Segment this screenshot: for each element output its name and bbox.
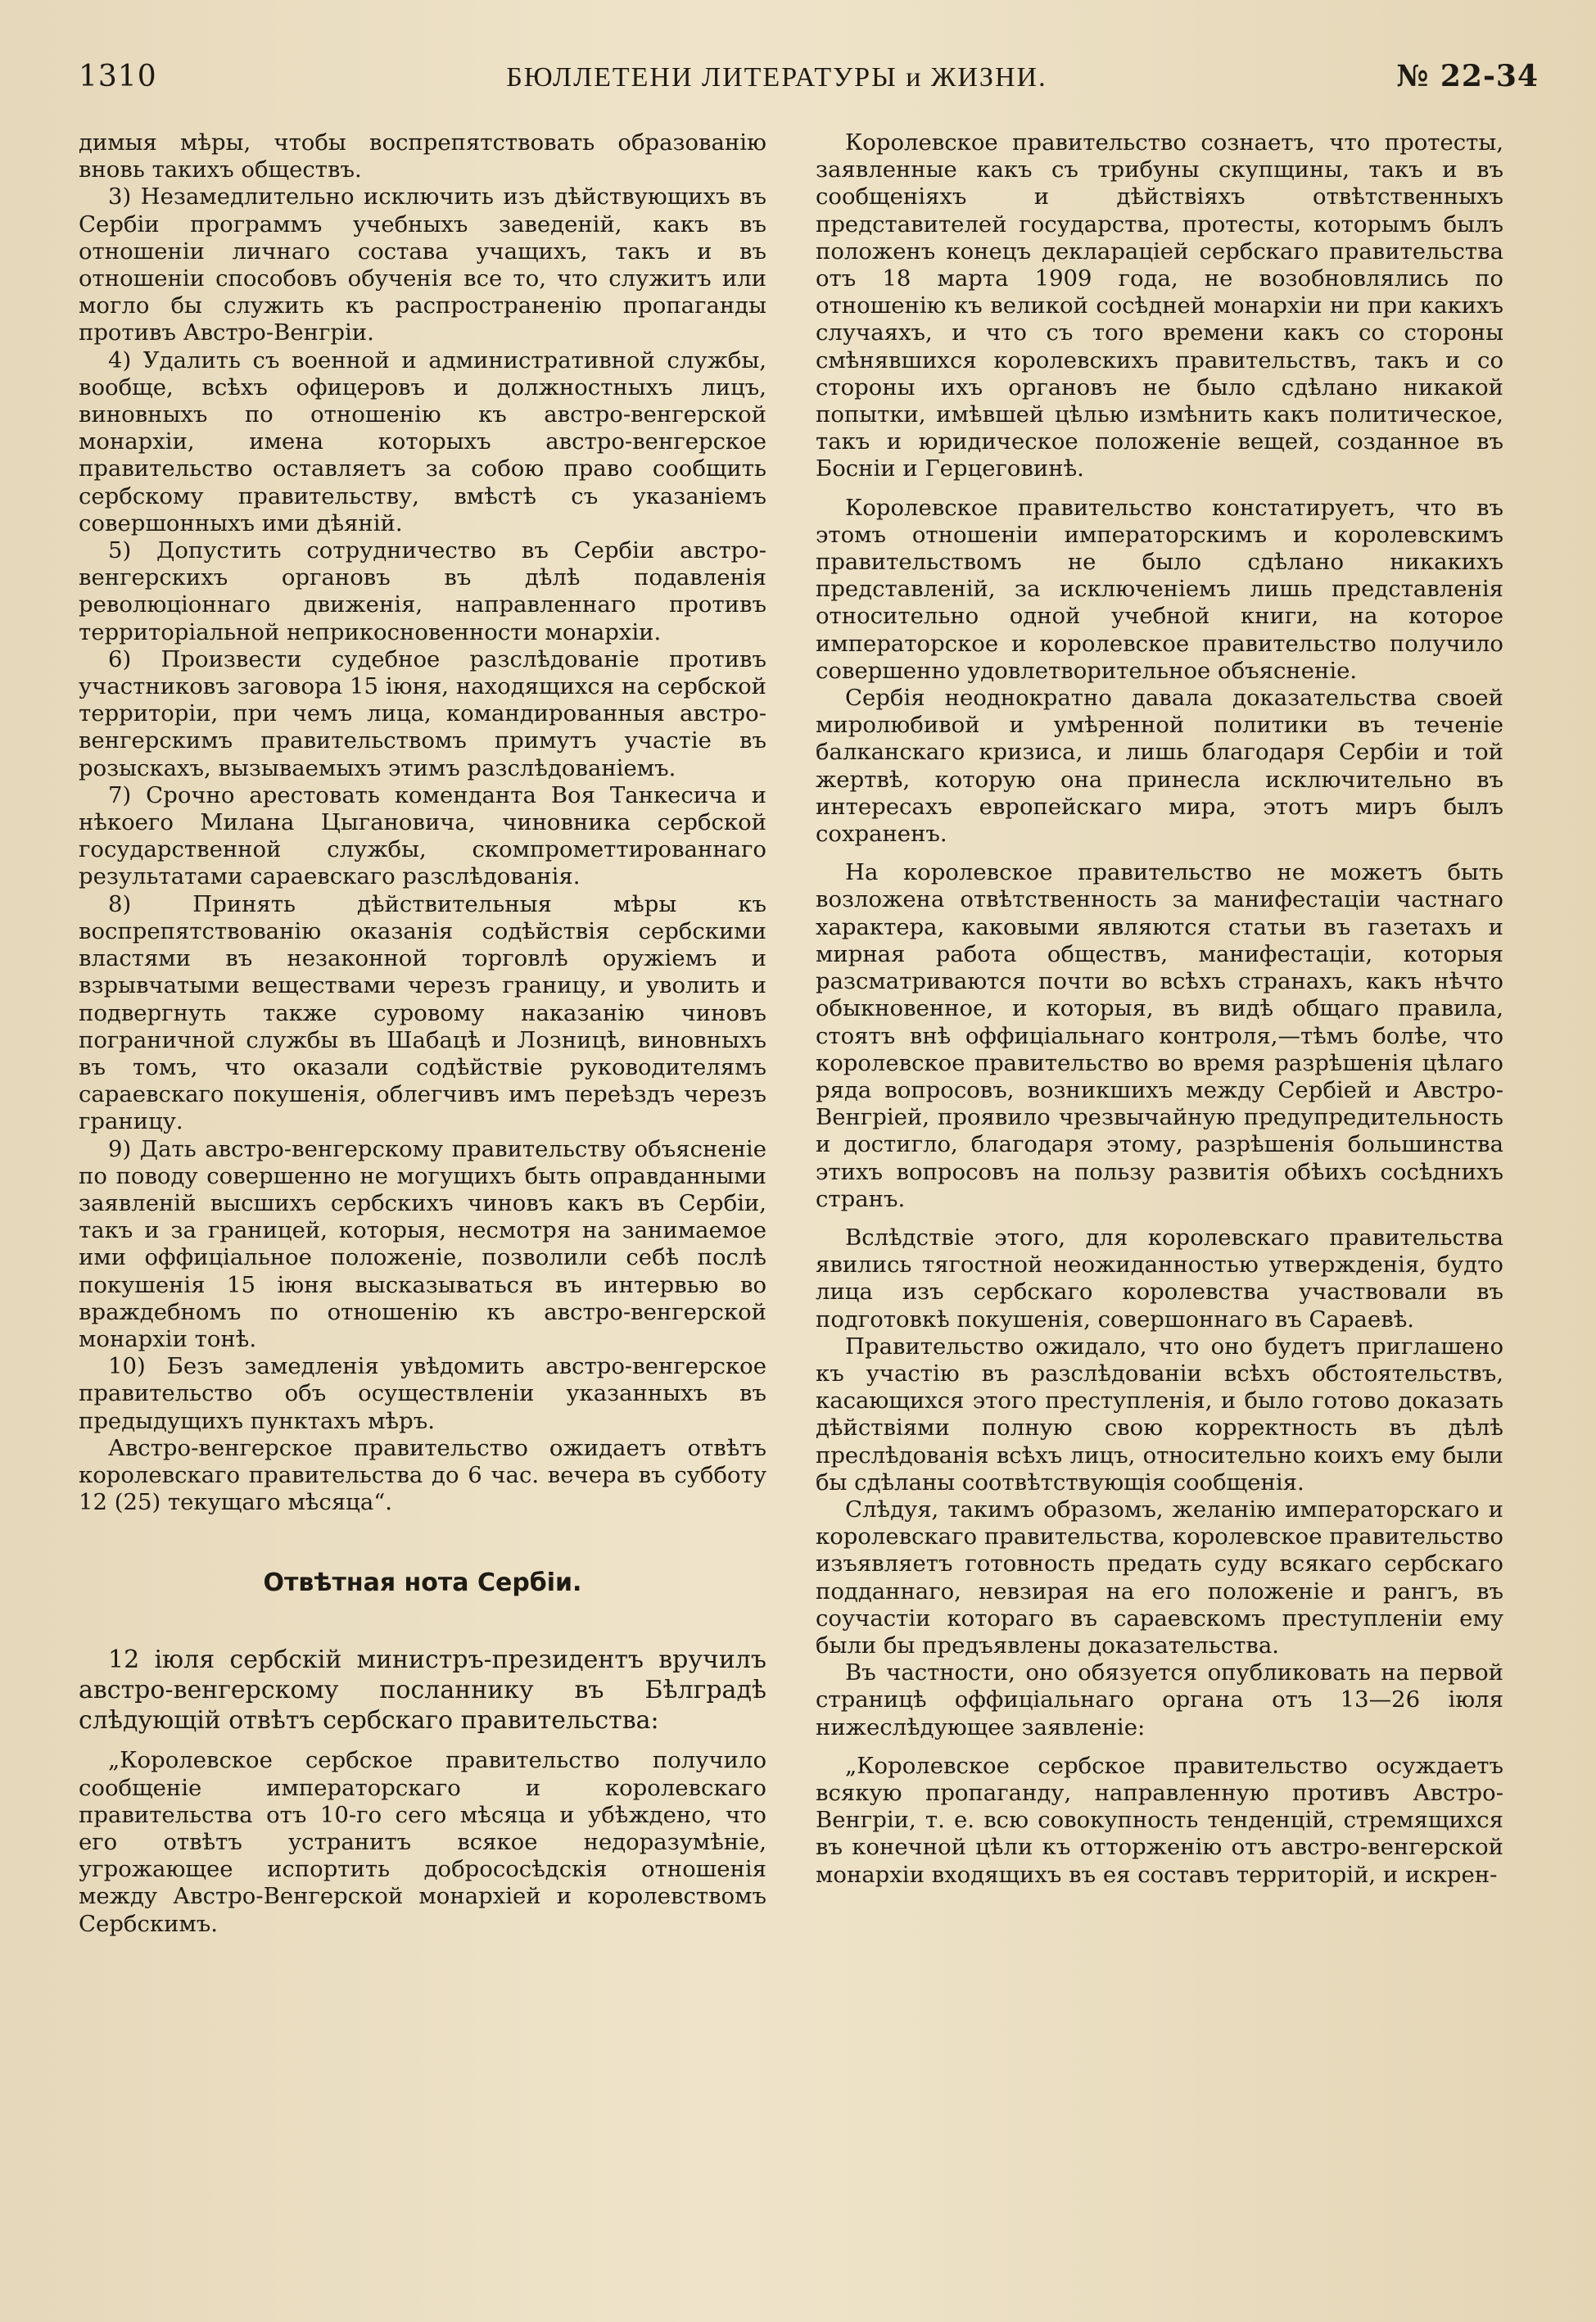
paragraph: Слѣдуя, такимъ образомъ, желанію императорскаго и королевскаго правительства, королевское правительство изъявляетъ готовность предать суду всякаго сербскаго подданнаго, невзирая на его положеніе и рангъ, въ соучастіи котораго въ сараевскомъ преступленіи ему были бы предъявлены доказательства. [816,1496,1503,1659]
two-column-body [79,129,1539,1938]
paragraph: „Королевское сербское правительство осуждаетъ всякую пропаганду, направленную противъ Австро-Венгріи, т. е. всю совокупность тенденцій, стремящихся въ конечной цѣли къ отторженію отъ австро-венгерской монархіи входящихъ въ ея составъ территорій, и искрен- [816,1752,1503,1888]
paragraph: Королевское правительство констатируетъ, что въ этомъ отношеніи императорскимъ и королевскимъ правительствомъ не было сдѣлано никакихъ представленій, за исключеніемъ лишь представленія относительно одной учебной книги, на которое императорское и королевское правительство получило совершенно удовлетворительное объясненіе. [816,494,1503,684]
page-header [79,59,1539,102]
paragraph: 9) Дать австро-венгерскому правительству объясненіе по поводу совершенно не могущихъ быть оправданными заявленій высшихъ сербскихъ чиновъ какъ въ Сербіи, такъ и за границей, которыя, несмотря на занимаемое ими оффиціальное положеніе, позволили себѣ послѣ покушенія 15 іюня высказываться въ интервью во враждебномъ по отношенію къ австро-венгерской монархіи тонѣ. [79,1135,766,1352]
paragraph: „Королевское сербское правительство получило сообщеніе императорскаго и королевскаго правительства отъ 10-го сего мѣсяца и убѣждено, что его отвѣтъ устранитъ всякое недоразумѣніе, угрожающее испортить добрососѣдскія отношенія между Австро-Венгерской монархіей и королевствомъ Сербскимъ. [79,1747,766,1937]
paragraph: Королевское правительство сознаетъ, что протесты, заявленные какъ съ трибуны скупщины, такъ и въ сообщеніяхъ и дѣйствіяхъ отвѣтственныхъ представителей государства, протесты, которымъ былъ положенъ конецъ декларацiей сербскаго правительства отъ 18 марта 1909 года, не возобновлялись по отношенію къ великой сосѣдней монархіи ни при какихъ случаяхъ, и что съ того времени какъ со стороны смѣнявшихся королевскихъ правительствъ, такъ и со стороны ихъ органовъ не было сдѣлано никакой попытки, имѣвшей цѣлью измѣнить какъ политическое, такъ и юридическое положеніе вещей, созданное въ Босніи и Герцеговинѣ. [816,129,1503,482]
paragraph: Въ частности, оно обязуется опубликовать на первой страницѣ оффиціальнаго органа отъ 13—26 іюля нижеслѣдующее заявленіе: [816,1659,1503,1740]
paragraph: 5) Допустить сотрудничество въ Сербіи австро-венгерскихъ органовъ въ дѣлѣ подавленія революціоннаго движенія, направленнаго противъ территоріальной неприкосновенности монархіи. [79,537,766,645]
paragraph: 3) Незамедлительно исключить изъ дѣйствующихъ въ Сербіи программъ учебныхъ заведеній, какъ въ отношеніи личнаго состава учащихъ, такъ и въ отношеніи способовъ обученія все то, что служитъ или могло бы служить къ распространенію пропаганды противъ Австро-Венгріи. [79,183,766,346]
page-number: 1310 [79,60,157,93]
left-column [79,129,766,1938]
paragraph: 8) Принять дѣйствительныя мѣры къ воспрепятствованію оказанія содѣйствія сербскими властями въ незаконной торговлѣ оружіемъ и взрывчатыми веществами черезъ границу, и уволить и подвергнуть также суровому наказанію чиновъ пограничной службы въ Шабацѣ и Лозницѣ, виновныхъ въ томъ, что оказали содѣйствіе руководителямъ сараевскаго покушенія, облегчивъ имъ переѣздъ черезъ границу. [79,890,766,1135]
issue-number: № 22-34 [1396,59,1539,93]
paragraph: Вслѣдствіе этого, для королевскаго правительства явились тягостной неожиданностью утвержденія, будто лица изъ сербскаго королевства участвовали въ подготовкѣ покушенія, совершоннаго въ Сараевѣ. [816,1224,1503,1333]
paragraph: 10) Безъ замедленія увѣдомить австро-венгерское правительство объ осуществленіи указанныхъ въ предыдущихъ пунктахъ мѣръ. [79,1353,766,1434]
journal-title: БЮЛЛЕТЕНИ ЛИТЕРАТУРЫ и ЖИЗНИ. [506,62,1047,93]
paragraph: На королевское правительство не можетъ быть возложена отвѣтственность за манифестаціи частнаго характера, каковыми являются статьи въ газетахъ и мирная работа обществъ, манифестаціи, которыя разсматриваются почти во всѣхъ странахъ, какъ нѣчто обыкновенное, и которыя, въ видѣ общаго правила, стоятъ внѣ оффиціальнаго контроля,—тѣмъ болѣе, что королевское правительство во время разрѣшенія цѣлаго ряда вопросовъ, возникшихъ между Сербіей и Австро-Венгріей, проявило чрезвычайную предупредительность и достигло, благодаря этому, разрѣшенія большинства этихъ вопросовъ на пользу развитія обѣихъ сосѣднихъ странъ. [816,859,1503,1212]
section-title: Отвѣтная нота Сербіи. [263,1568,582,1598]
paragraph: Правительство ожидало, что оно будетъ приглашено къ участію въ разслѣдованіи всѣхъ обстоятельствъ, касающихся этого преступленія, и было готово доказать дѣйствіями полную свою корректность въ дѣлѣ преслѣдованія всѣхъ лицъ, относительно коихъ ему были бы сдѣланы соотвѣтствующія сообщенія. [816,1333,1503,1496]
paragraph: 6) Произвести судебное разслѣдованіе противъ участниковъ заговора 15 іюня, находящихся на сербской территоріи, при чемъ лица, командированныя австро-венгерскимъ правительствомъ примутъ участіе въ розыскахъ, вызываемыхъ этимъ разслѣдованіемъ. [79,645,766,781]
right-column [816,129,1503,1938]
paragraph: Сербія неоднократно давала доказательства своей миролюбивой и умѣренной политики въ теченіе балканскаго кризиса, и лишь благодаря Сербіи и той жертвѣ, которую она принесла исключительно въ интересахъ европейскаго мира, этотъ миръ былъ сохраненъ. [816,685,1503,848]
paragraph: 4) Удалить съ военной и административной службы, вообще, всѣхъ офицеровъ и должностныхъ лицъ, виновныхъ по отношенію къ австро-венгерской монархіи, имена которыхъ австро-венгерское правительство оставляетъ за собою право сообщить сербскому правительству, вмѣстѣ съ указаніемъ совершонныхъ ими дѣяній. [79,346,766,536]
paragraph: 7) Срочно арестовать коменданта Воя Танкесича и нѣкоего Милана Цыгановича, чиновника сербской государственной службы, скомпрометтированнаго результатами сараевскаго разслѣдованія. [79,781,766,890]
paragraph: Австро-венгерское правительство ожидаетъ отвѣтъ королевскаго правительства до 6 час. вечера въ субботу 12 (25) текущаго мѣсяца“. [79,1434,766,1516]
paragraph: димыя мѣры, чтобы воспрепятствовать образованію вновь такихъ обществъ. [79,129,766,183]
paragraph: 12 іюля сербскій министръ-президентъ вручилъ австро-венгерскому посланнику въ Бѣлградѣ слѣдующій отвѣтъ сербскаго правительства: [79,1645,766,1736]
